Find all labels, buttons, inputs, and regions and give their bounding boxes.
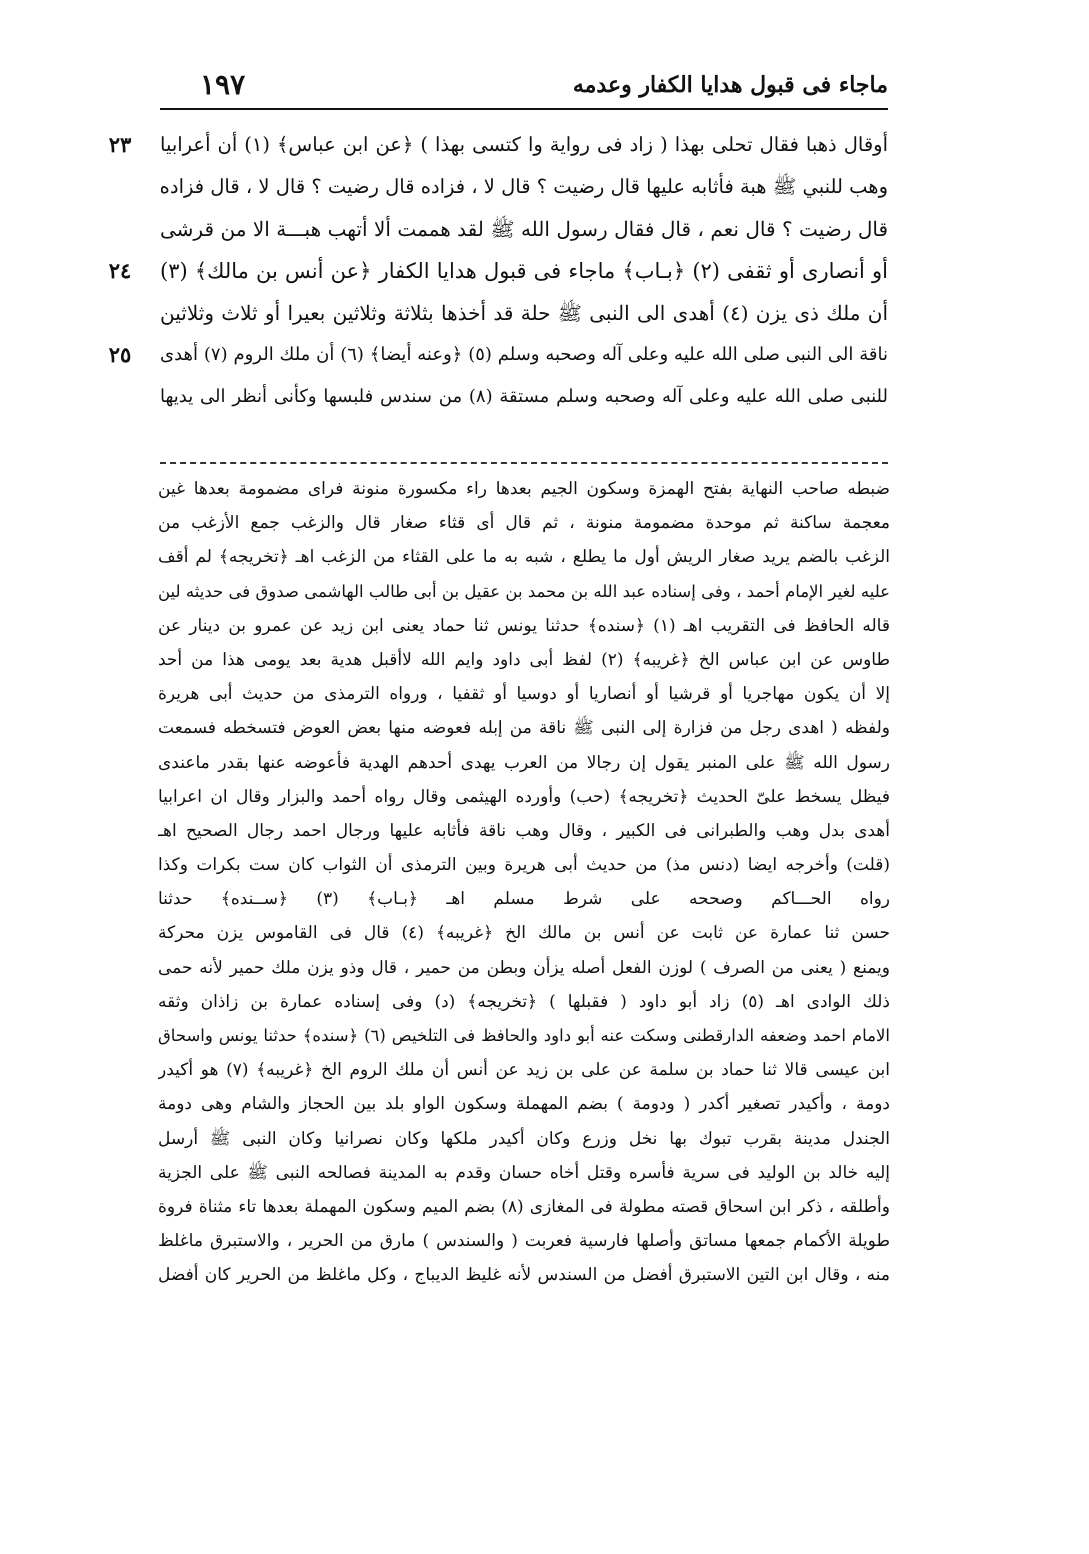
commentary-line: ابن عيسى قالا ثنا حماد بن سلمة عن على بن زيد عن أنس أن ملك الروم الخ ﴿غريبه﴾ (٧) هو أكيدر [158,1060,890,1081]
commentary-line: إلا أن يكون مهاجريا أو قرشيا أو أنصاريا أو دوسيا أو ثقفيا ، ورواه الترمذى من حديث أبى هريرة [158,684,890,705]
commentary-line: رسول الله ﷺ على المنبر يقول إن رجالا من العرب يهدى أحدهم الهدية فأعوضه عنها بقدر ماعندى [158,752,890,773]
commentary-line: ضبطه صاحب النهاية بفتح الهمزة وسكون الجيم بعدها راء مكسورة منونة فراى مضمومة بعدها غين [158,479,890,499]
commentary-line: وأطلقه ، ذكر ابن اسحاق قصته مطولة فى المغازى (٨) بضم الميم وسكون المهملة بعدها تاء مثناة فروة [158,1196,890,1217]
commentary-line: دومة ، وأكيدر تصغير أكدر ( ودومة ) بضم المهملة وسكون الواو بلد بين الحجاز والشام وهى دومة [158,1094,890,1115]
hadith-number: ٢٣ [108,132,132,157]
main-text-block [160,124,888,418]
commentary-line: طاوس عن ابن عباس الخ ﴿غريبه﴾ (٢) لفظ أبى داود وايم الله لاأقبل هدية بعد يومى هذا من أحد [158,649,890,670]
commentary-line: حسن ثنا عمارة عن ثابت عن أنس بن مالك الخ ﴿غريبه﴾ (٤) قال فى القاموس يزن محركة [158,923,890,944]
commentary-line: طويلة الأكمام جمعها مساتق وأصلها فارسية فعربت ( والسندس ) مارق من الحرير ، والاستبرق ماغلظ [158,1231,890,1252]
main-text-line: أو أنصارى أو ثقفى (٢) ﴿بـاب﴾ ماجاء فى قبول هدايا الكفار ﴿عن أنس بن مالك﴾ (٣) [160,259,888,283]
commentary-line: فيظل يسخط علىّ الحديث ﴿تخريجه﴾ (حب) وأورده الهيثمى وقال رواه أحمد والبزار وقال ان اعرابيا [158,786,890,807]
hadith-number: ٢٥ [108,342,132,367]
commentary-line: الجندل مدينة بقرب تبوك بها نخل وزرع وكان أكيدر ملكها وكان نصرانيا وكان النبى ﷺ أرسل [158,1128,890,1149]
page-header [160,62,888,110]
main-text-line: أن ملك ذى يزن (٤) أهدى الى النبى ﷺ حلة قد أخذها بثلاثة وثلاثين بعيرا أو ثلاث وثلاثين [160,301,888,325]
footnote-separator [160,462,888,464]
commentary-line: إليه خالد بن الوليد فى سرية فأسره وقتل أخاه حسان وقدم به المدينة فصالحه النبى ﷺ على الجزية [158,1162,890,1183]
commentary-line: (قلت) وأخرجه ايضا (دنس مذ) من حديث أبى هريرة وبين الترمذى أن الثواب كان ست بكرات وكذا [158,855,890,876]
main-text-line: أوقال ذهبا فقال تحلى بهذا ( زاد فى رواية وا كتسى بهذا ) ﴿عن ابن عباس﴾ (١) أن أعرابيا [160,133,888,156]
commentary-line: ويمنع ( يعنى من الصرف ) لوزن الفعل أصله يزأن وبطن من حمير ، قال وذو يزن ملك حمير لأنه حمى [158,957,890,978]
commentary-line: الامام احمد وضعفه الدارقطنى وسكت عنه أبو داود والحافظ فى التلخيص (٦) ﴿سنده﴾ حدثنا يونس واسحاق [158,1026,890,1045]
commentary-block [158,472,890,1293]
commentary-line: ولفظه ( اهدى رجل من فزارة إلى النبى ﷺ ناقة من إبله فعوضه منها بعض العوض فتسخطه فسمعت [158,718,890,739]
commentary-line: الزغب بالضم يريد صغار الريش أول ما يطلع ، شبه به ما على القثاء من الزغب اهـ ﴿تخريجه﴾ لم أقف [158,547,890,568]
commentary-line: قاله الحافظ فى التقريب اهـ (١) ﴿سنده﴾ حدثنا يونس ثنا حماد يعنى ابن زيد عن عمرو بن دينار عن [158,615,890,636]
commentary-line: أهدى بدل وهب والطبرانى فى الكبير ، وقال وهب ناقة فأثابه عليها ورجال احمد رجال الصحيح اهـ [158,820,890,841]
commentary-line: عليه لغير الإمام أحمد ، وفى إسناده عبد الله بن محمد بن عقيل بن أبى طالب الهاشمى صدوق فى حديثه لين [158,581,890,601]
page-number: ١٩٧ [200,68,246,101]
commentary-line: معجمة ساكنة ثم موحدة مضمومة منونة ، ثم قال أى قثاء صغار قال والزغب جمع الأزغب من [158,513,890,534]
main-text-line: ناقة الى النبى صلى الله عليه وعلى آله وصحبه وسلم (٥) ﴿وعنه أيضا﴾ (٦) أن ملك الروم (٧) أهدى [160,344,888,365]
hadith-number: ٢٤ [108,258,132,283]
commentary-line: ذلك الوادى اهـ (٥) زاد أبو داود ( فقبلها ) ﴿تخريجه﴾ (د) وفى إسناده عمارة بن زاذان وثقه [158,991,890,1012]
commentary-line: منه ، وقال ابن التين الاستبرق أفضل من السندس لأنه غليظ الديباج ، وكل ماغلظ من الحرير كان أفضل [158,1265,890,1286]
main-text-line: للنبى صلى الله عليه وعلى آله وصحبه وسلم مستقة (٨) من سندس فلبسها وكأنى أنظر الى يديها [160,386,888,407]
main-text-line: قال رضيت ؟ قال نعم ، قال فقال رسول الله ﷺ لقد هممت ألا أتهب هبـــة الا من قرشى [160,217,888,241]
commentary-line: رواه الحـــاكم وصححه على شرط مسلم اهـ ﴿بـاب﴾ (٣) ﴿ســنده﴾ حدثنا [158,889,890,910]
main-text-line: وهب للنبي ﷺ هبة فأثابه عليها قال رضيت ؟ قال لا ، فزاده قال رضيت ؟ قال لا ، قال فزاده [160,175,888,198]
running-title: ماجاء فى قبول هدايا الكفار وعدمه [572,72,888,98]
